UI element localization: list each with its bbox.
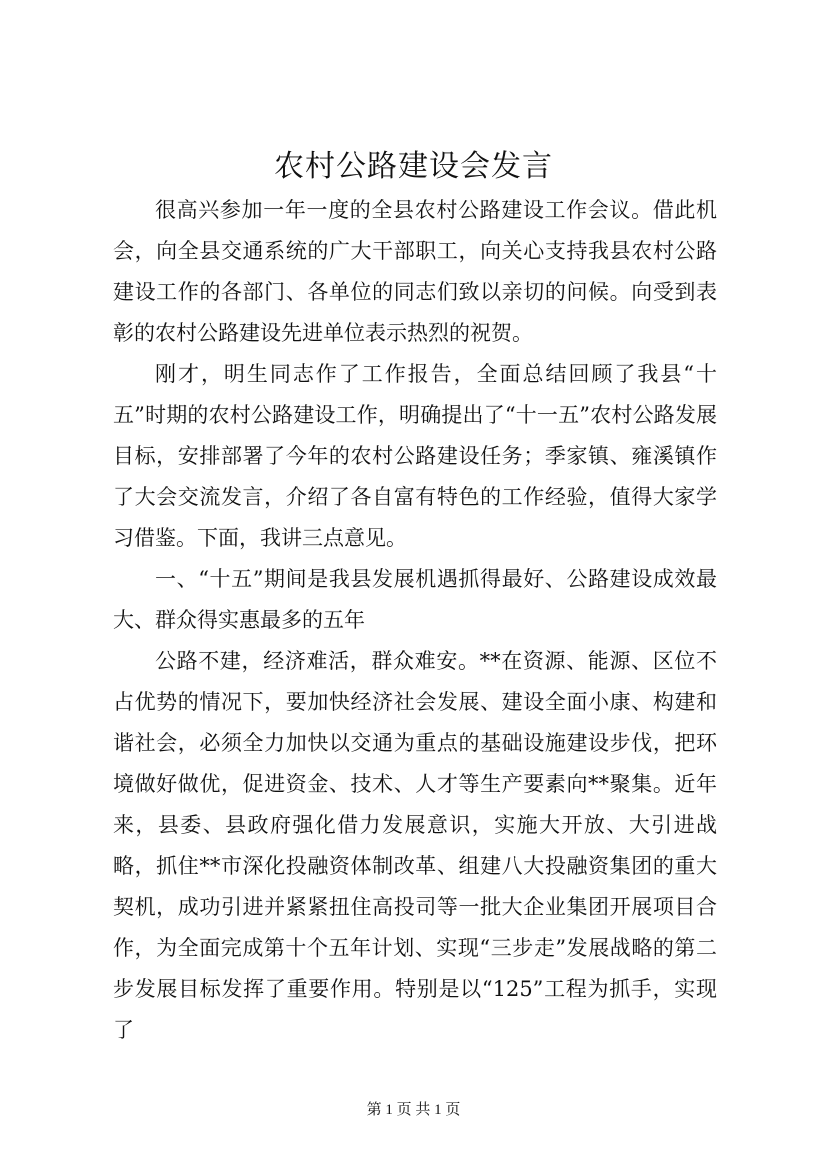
section-heading-one: 一、“十五”期间是我县发展机遇抓得最好、公路建设成效最大、群众得实惠最多的五年 <box>113 567 717 632</box>
paragraph-review: 刚才，明生同志作了工作报告，全面总结回顾了我县“十五”时期的农村公路建设工作，明确提出了“十一五”农村公路发展目标，安排部署了今年的农村公路建设任务；季家镇、雍溪镇作了大会交流发言，介绍了各自富有特色的工作经验，值得大家学习借鉴。下面，我讲三点意见。 <box>113 362 717 550</box>
paragraph-highways: 公路不建，经济难活，群众难安。**在资源、能源、区位不占优势的情况下，要加快经济社会发展、建设全面小康、构建和谐社会，必须全力加快以交通为重点的基础设施建设步伐，把环境做好做优，促进资金、技术、人才等生产要素向**聚集。近年来，县委、县政府强化借力发展意识，实施大开放、大引进战略，抓住**市深化投融资体制改革、组建八大投融资集团的重大契机，成功引进并紧紧扭住高投司等一批大企业集团开展项目合作，为全面完成第十个五年计划、实现“三步走”发展战略的第二步发展目标发挥了重要作用。特别是以“125”工程为抓手，实现了 <box>113 649 717 1042</box>
document-body <box>113 190 717 1051</box>
page-footer: 第 1 页 共 1 页 <box>366 1102 461 1118</box>
paragraph-greeting: 很高兴参加一年一度的全县农村公路建设工作会议。借此机会，向全县交通系统的广大干部职工，向关心支持我县农村公路建设工作的各部门、各单位的同志们致以亲切的问候。向受到表彰的农村公路建设先进单位表示热烈的祝贺。 <box>113 198 717 345</box>
document-title: 农村公路建设会发言 <box>274 149 553 184</box>
